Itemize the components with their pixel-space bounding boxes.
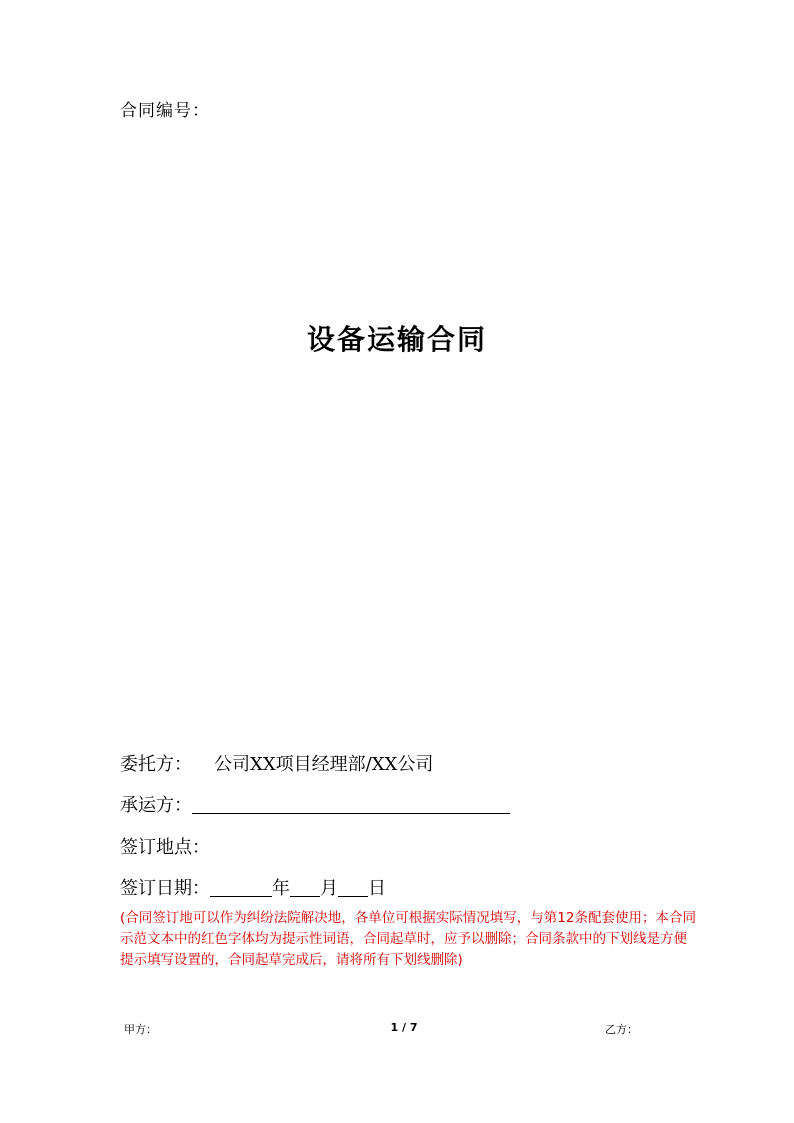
day-label: 日 [368, 878, 386, 899]
carrier-row [120, 791, 510, 817]
month-blank[interactable] [290, 878, 320, 897]
month-label: 月 [320, 878, 338, 899]
client-label: 委托方： [120, 754, 192, 775]
footer-page-number: 1 / 7 [390, 1021, 418, 1034]
client-row [120, 750, 433, 776]
year-label: 年 [272, 878, 290, 899]
sign-date-label: 签订日期： [120, 878, 210, 899]
sign-date-row [120, 874, 386, 900]
day-blank[interactable] [338, 878, 368, 897]
red-instruction-note: (合同签订地可以作为纠纷法院解决地，各单位可根据实际情况填写，与第12条配套使用；本合同示范文本中的红色字体均为提示性词语，合同起草时，应予以删除；合同条款中的下划线是方便提示填写设置的，合同起草完成后，请将所有下划线删除) [120, 910, 696, 968]
carrier-blank[interactable] [192, 795, 510, 814]
client-value: 公司XX项目经理部/XX公司 [214, 754, 434, 775]
document-title: 设备运输合同 [306, 323, 487, 356]
sign-place-label: 签订地点： [120, 837, 210, 858]
contract-number-label: 合同编号： [120, 101, 210, 121]
footer-party-b: 乙方： [605, 1023, 638, 1036]
carrier-label: 承运方： [120, 795, 192, 816]
year-blank[interactable] [210, 878, 272, 897]
footer-party-a: 甲方： [124, 1023, 157, 1036]
sign-place-row [120, 833, 210, 859]
